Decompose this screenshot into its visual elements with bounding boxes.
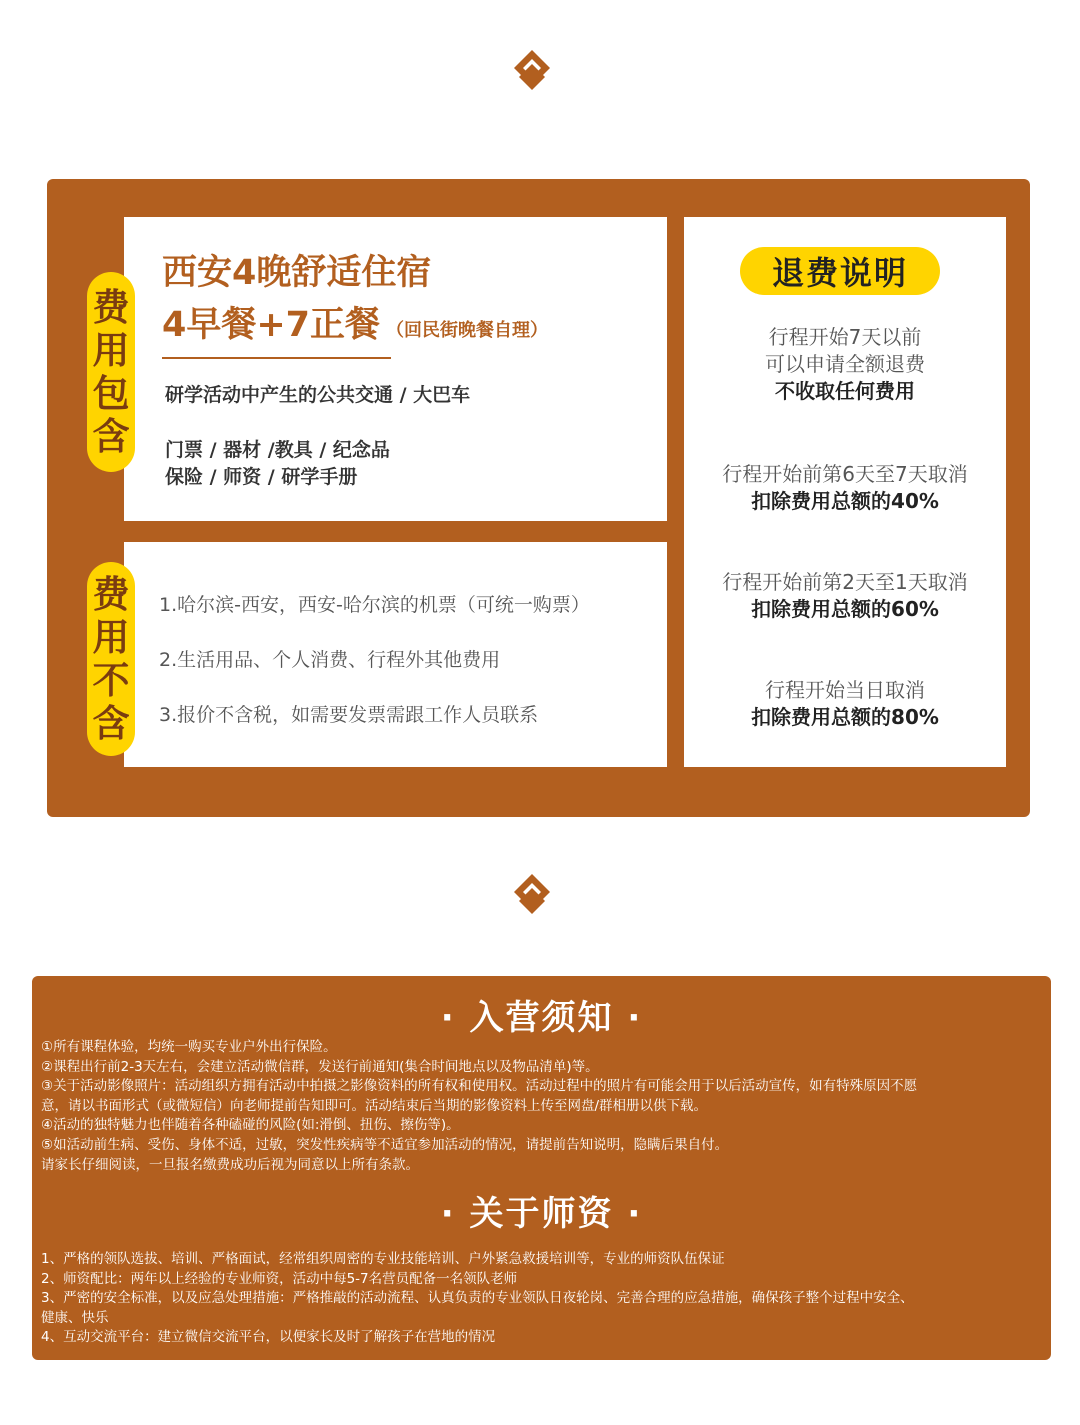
notice-line: 请家长仔细阅读，一旦报名缴费成功后视为同意以上所有条款。 (41, 1156, 419, 1173)
fee-panel (47, 179, 1030, 817)
refund-title: 退费说明 (740, 247, 940, 295)
label-char: 包 (92, 372, 130, 415)
include-meals-text: 4早餐+7正餐 (162, 305, 381, 345)
refund-condition: 行程开始前第2天至1天取消 (722, 570, 968, 594)
diamond-ornament-icon (512, 48, 552, 96)
teachers-line: 4、互动交流平台：建立微信交流平台，以便家长及时了解孩子在营地的情况 (41, 1329, 496, 1346)
label-char: 用 (92, 616, 130, 659)
teachers-line: 健康、快乐 (41, 1309, 109, 1326)
label-char: 不 (92, 659, 130, 702)
include-item: 研学活动中产生的公共交通 / 大巴车 (165, 384, 471, 406)
refund-rule (684, 569, 1006, 623)
teachers-line: 3、严密的安全标准，以及应急处理措施：严格推敲的活动流程、认真负责的专业领队日夜轮岗、完善合理的应急措施，确保孩子整个过程中安全、 (41, 1290, 914, 1307)
include-item: 门票 / 器材 /教具 / 纪念品 (165, 439, 390, 461)
refund-condition: 行程开始前第6天至7天取消 (722, 462, 968, 486)
refund-rule (684, 461, 1006, 515)
label-char: 含 (92, 415, 130, 458)
divider (162, 357, 391, 359)
refund-rule (684, 677, 1006, 731)
label-char: 含 (92, 702, 130, 745)
notice-list (41, 1038, 1045, 1175)
refund-condition: 行程开始7天以前 (768, 325, 922, 349)
teachers-list (41, 1250, 1045, 1348)
exclude-item: 1.哈尔滨-西安，西安-哈尔滨的机票（可统一购票） (159, 594, 590, 616)
teachers-title: · 关于师资 · (440, 1194, 643, 1234)
teachers-line: 1、严格的领队选拔、培训、严格面试，经常组织周密的专业技能培训、户外紧急救援培训等，专业的师资队伍保证 (41, 1251, 725, 1267)
teachers-line: 2、师资配比：两年以上经验的专业师资，活动中每5-7名营员配备一名领队老师 (41, 1270, 518, 1287)
include-item: 保险 / 师资 / 研学手册 (165, 466, 358, 488)
refund-deduction: 扣除费用总额的40% (751, 489, 939, 513)
exclude-item: 2.生活用品、个人消费、行程外其他费用 (159, 649, 501, 671)
notice-title: · 入营须知 · (440, 998, 643, 1038)
include-accommodation: 西安4晚舒适住宿 (162, 253, 432, 293)
notice-line: ③关于活动影像照片：活动组织方拥有活动中拍摄之影像资料的所有权和使用权。活动过程中的照片有可能会用于以后活动宣传，如有特殊原因不愿 (41, 1078, 918, 1095)
notice-line: 意，请以书面形式（或微短信）向老师提前告知即可。活动结束后当期的影像资料上传至网盘/群相册以供下载。 (41, 1097, 708, 1114)
refund-deduction: 不收取任何费用 (775, 379, 915, 403)
refund-condition: 可以申请全额退费 (765, 352, 925, 376)
label-char: 用 (92, 329, 130, 372)
refund-condition: 行程开始当日取消 (765, 678, 925, 702)
info-panel (32, 976, 1051, 1360)
refund-deduction: 扣除费用总额的80% (751, 705, 939, 729)
fee-exclude-label (87, 562, 135, 756)
refund-rule (684, 324, 1006, 405)
notice-line: ②课程出行前2-3天左右，会建立活动微信群，发送行前通知(集合时间地点以及物品清单)等。 (41, 1058, 599, 1075)
label-char: 费 (92, 286, 130, 329)
notice-line: ④活动的独特魅力也伴随着各种磕碰的风险(如:滑倒、扭伤、擦伤等)。 (41, 1117, 460, 1134)
include-meals (162, 297, 548, 347)
notice-line: ⑤如活动前生病、受伤、身体不适，过敏，突发性疾病等不适宜参加活动的情况，请提前告知说明，隐瞒后果自付。 (41, 1136, 729, 1153)
label-char: 费 (92, 573, 130, 616)
fee-include-label (87, 272, 135, 472)
exclude-item: 3.报价不含税，如需要发票需跟工作人员联系 (159, 704, 539, 726)
refund-deduction: 扣除费用总额的60% (751, 597, 939, 621)
notice-line: ①所有课程体验，均统一购买专业户外出行保险。 (41, 1039, 337, 1055)
include-meals-note: （回民街晚餐自理） (386, 320, 549, 341)
diamond-ornament-icon (512, 872, 552, 920)
